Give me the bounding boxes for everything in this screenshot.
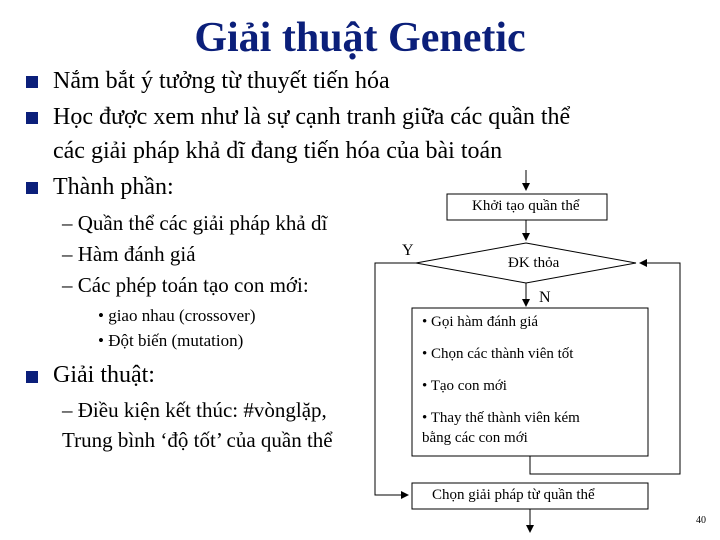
bullet-algorithm: Giải thuật:	[53, 362, 155, 388]
step-select: • Chọn các thành viên tốt	[422, 346, 574, 362]
step-evaluate: • Gọi hàm đánh giá	[422, 314, 539, 330]
init-population-label: Khởi tạo quần thể	[472, 198, 580, 214]
bullet-evolution-idea: Nắm bắt ý tưởng từ thuyết tiến hóa	[53, 68, 390, 94]
sub-bullet-termination: – Điều kiện kết thúc: #vònglặp,	[62, 398, 327, 422]
sub-sub-bullet-crossover: • giao nhau (crossover)	[98, 306, 256, 325]
bullet-learning-competition: Học được xem như là sự cạnh tranh giữa các quần thể	[53, 104, 571, 130]
yes-label: Y	[402, 242, 414, 259]
sub-bullet-termination-cont: Trung bình ‘độ tốt’ của quần thể	[62, 428, 333, 452]
step-replace: • Thay thế thành viên kém	[422, 410, 580, 426]
no-label: N	[539, 289, 551, 306]
sub-sub-bullet-mutation: • Đột biến (mutation)	[98, 331, 244, 350]
condition-label: ĐK thỏa	[508, 255, 560, 271]
step-reproduce: • Tạo con mới	[422, 378, 507, 394]
bullet-components: Thành phần:	[53, 174, 174, 200]
step-replace-cont: bằng các con mới	[422, 430, 528, 446]
page-number: 40	[696, 515, 706, 526]
final-solution-label: Chọn giải pháp từ quần thể	[432, 487, 595, 503]
bullet-learning-competition-cont: các giải pháp khả dĩ đang tiến hóa của bài toán	[53, 138, 503, 164]
sub-bullet-operators: – Các phép toán tạo con mới:	[62, 273, 309, 297]
slide-title: Giải thuật Genetic	[194, 15, 526, 61]
sub-bullet-fitness-function: – Hàm đánh giá	[62, 242, 196, 266]
sub-bullet-population: – Quần thể các giải pháp khả dĩ	[62, 211, 328, 235]
